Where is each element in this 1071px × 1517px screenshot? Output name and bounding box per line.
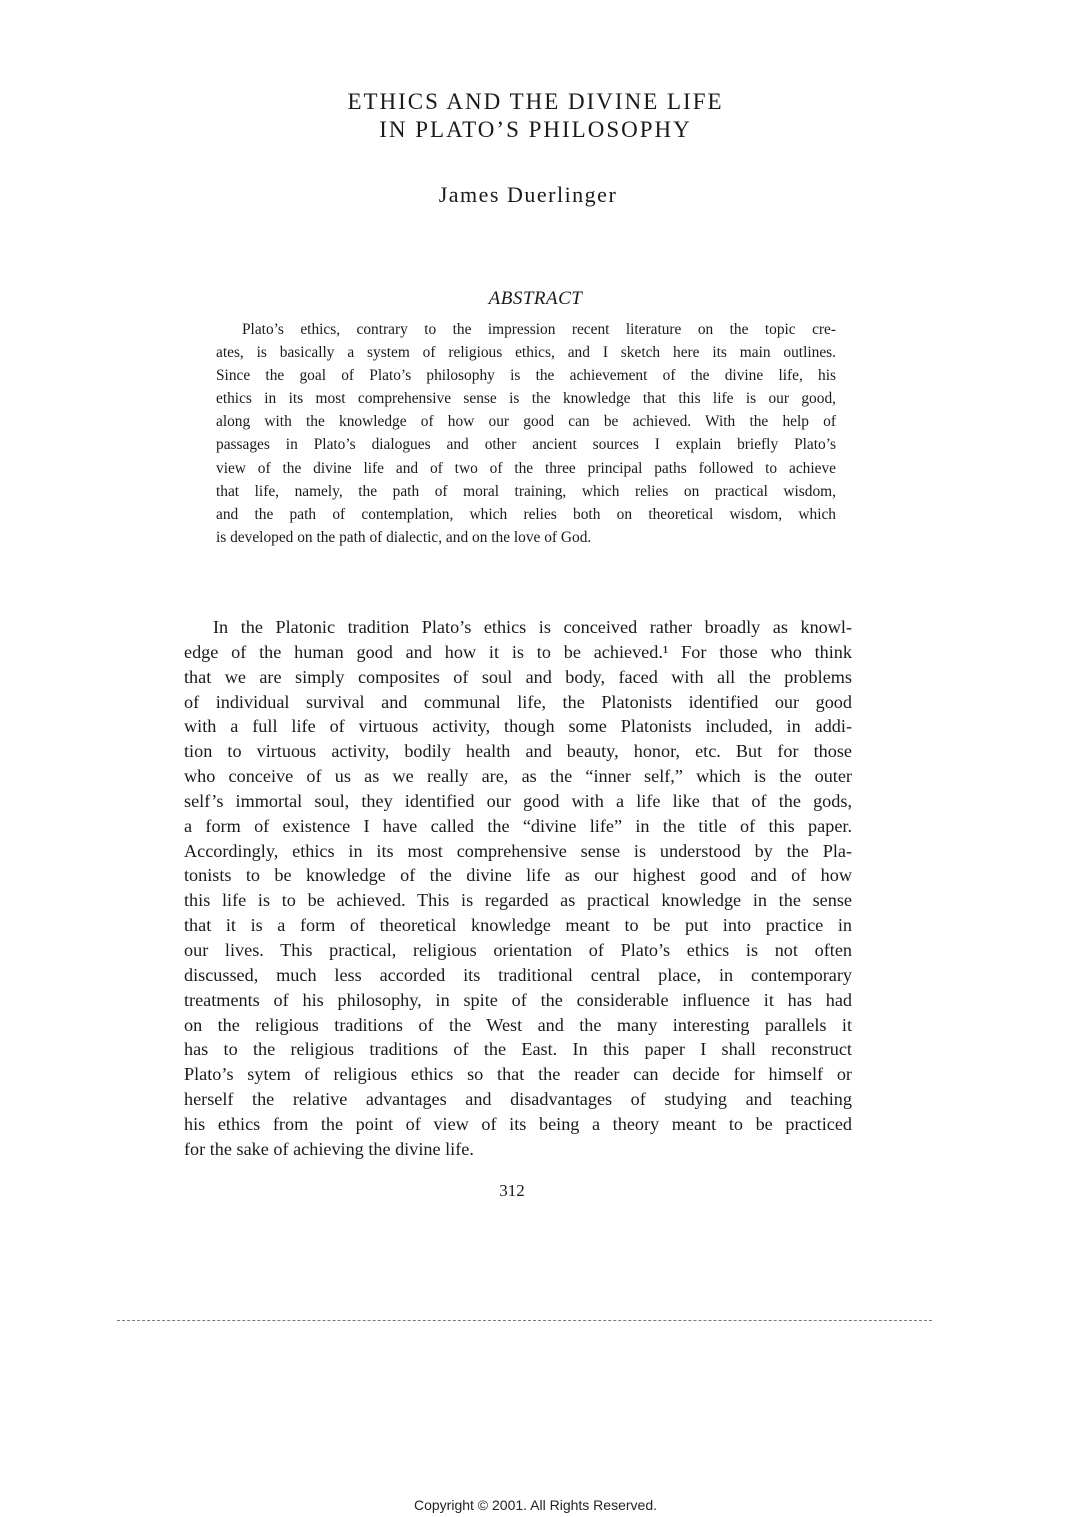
body-line: of individual survival and communal life, the Platonists identified our good bbox=[184, 691, 852, 712]
title-line-1: ETHICS AND THE DIVINE LIFE bbox=[347, 89, 724, 114]
body-line: tion to virtuous activity, bodily health and beauty, honor, etc. But for those bbox=[184, 741, 852, 762]
page-number: 312 bbox=[499, 1181, 525, 1200]
body-line: who conceive of us as we really are, as the “inner self,” which is the outer bbox=[184, 766, 852, 787]
body-line: herself the relative advantages and disadvantages of studying and teaching bbox=[184, 1089, 852, 1110]
body-line: Plato’s sytem of religious ethics so that the reader can decide for himself or bbox=[184, 1064, 852, 1085]
abstract-line: ethics in its most comprehensive sense is the knowledge that this life is our good, bbox=[216, 390, 836, 408]
body-line: on the religious traditions of the West and the many interesting parallels it bbox=[184, 1014, 852, 1035]
abstract-line: view of the divine life and of two of the three principal paths followed to achieve bbox=[216, 459, 836, 477]
body-line: for the sake of achieving the divine life. bbox=[184, 1138, 474, 1159]
abstract-line: is developed on the path of dialectic, and on the love of God. bbox=[216, 528, 592, 546]
abstract-line: Plato’s ethics, contrary to the impression recent literature on the topic cre- bbox=[242, 321, 836, 338]
body-line: has to the religious traditions of the East. In this paper I shall reconstruct bbox=[184, 1039, 852, 1060]
body-line: edge of the human good and how it is to be achieved.¹ For those who think bbox=[184, 641, 852, 662]
body-line: his ethics from the point of view of its being a theory meant to be practiced bbox=[184, 1113, 852, 1134]
body-line: discussed, much less accorded its traditional central place, in contemporary bbox=[184, 964, 852, 985]
copyright-notice: Copyright © 2001. All Rights Reserved. bbox=[414, 1497, 657, 1513]
scan-divider-line bbox=[117, 1320, 932, 1321]
body-line: that we are simply composites of soul and body, faced with all the problems bbox=[184, 666, 852, 687]
abstract-line: ates, is basically a system of religious ethics, and I sketch here its main outlines. bbox=[216, 344, 836, 362]
abstract-line: along with the knowledge of how our good can be achieved. With the help of bbox=[216, 413, 836, 431]
body-line: with a full life of virtuous activity, though some Platonists included, in addi- bbox=[184, 716, 852, 737]
title-line-2: IN PLATO’S PHILOSOPHY bbox=[379, 117, 692, 142]
body-line: Accordingly, ethics in its most comprehensive sense is understood by the Pla- bbox=[184, 840, 852, 861]
body-line: In the Platonic tradition Plato’s ethics is conceived rather broadly as knowl- bbox=[213, 617, 852, 637]
body-line: tonists to be knowledge of the divine life as our highest good and of how bbox=[184, 865, 852, 886]
author-name: James Duerlinger bbox=[438, 182, 618, 207]
body-line: our lives. This practical, religious orientation of Plato’s ethics is not often bbox=[184, 939, 852, 960]
body-line: self’s immortal soul, they identified our good with a life like that of the gods, bbox=[184, 790, 852, 811]
body-line: treatments of his philosophy, in spite of the considerable influence it has had bbox=[184, 989, 852, 1010]
body-line: that it is a form of theoretical knowledge meant to be put into practice in bbox=[184, 915, 852, 936]
abstract-line: and the path of contemplation, which relies both on theoretical wisdom, which bbox=[216, 505, 836, 523]
abstract-text bbox=[216, 318, 836, 549]
abstract-line: Since the goal of Plato’s philosophy is the achievement of the divine life, his bbox=[216, 367, 836, 385]
abstract-line: passages in Plato’s dialogues and other ancient sources I explain briefly Plato’s bbox=[216, 436, 836, 454]
article-title bbox=[0, 88, 1071, 144]
body-line: a form of existence I have called the “divine life” in the title of this paper. bbox=[184, 815, 852, 836]
abstract-heading: ABSTRACT bbox=[488, 288, 583, 309]
abstract-line: that life, namely, the path of moral training, which relies on practical wisdom, bbox=[216, 482, 836, 500]
body-line: this life is to be achieved. This is regarded as practical knowledge in the sense bbox=[184, 890, 852, 911]
body-paragraph bbox=[184, 615, 852, 1162]
